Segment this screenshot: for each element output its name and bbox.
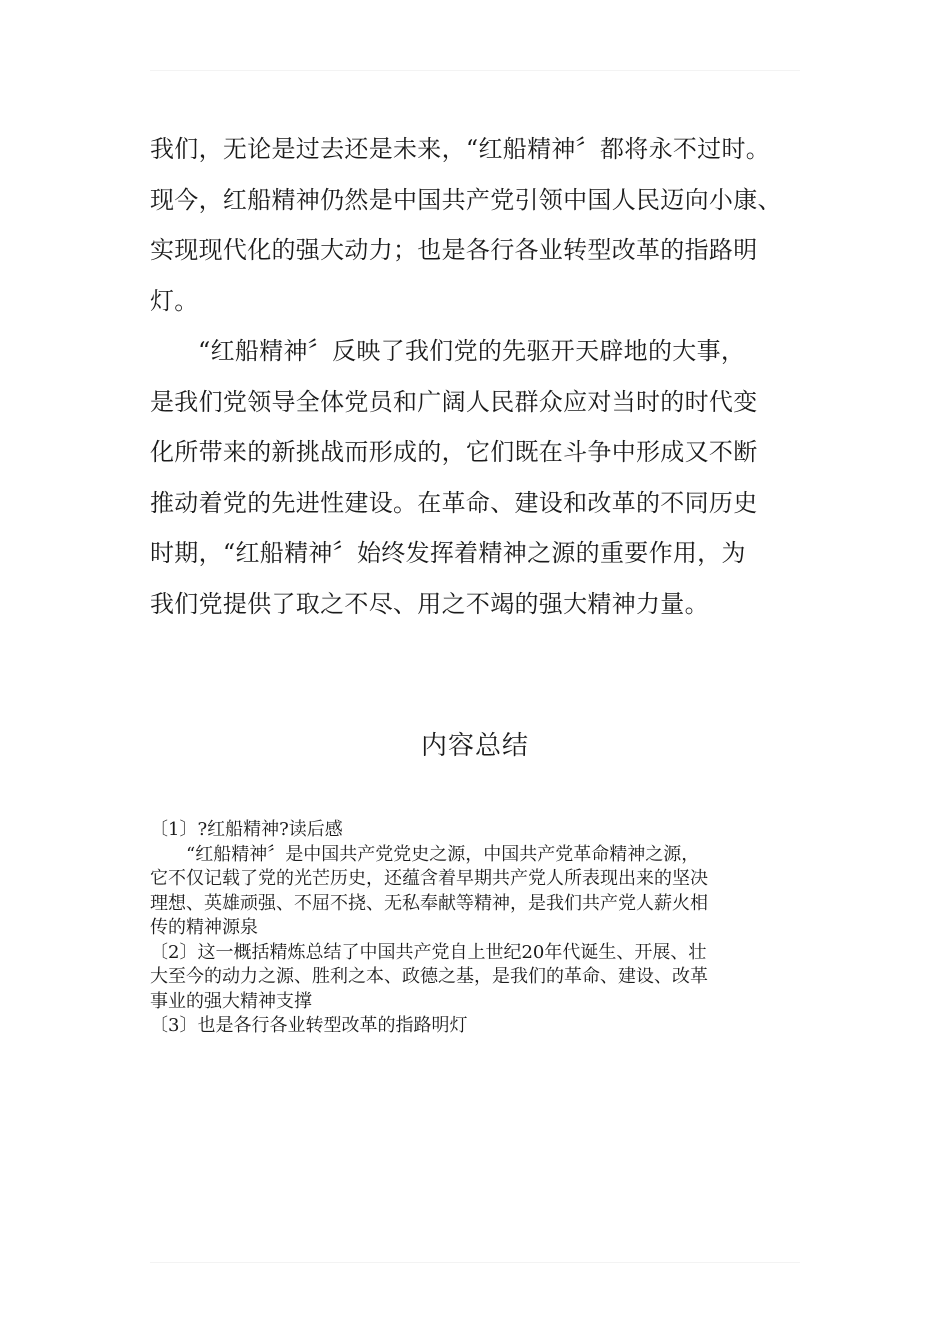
- summary-block: [150, 818, 810, 1039]
- body-line: 我们，无论是过去还是未来，“红船精神〞都将永不过时。: [150, 135, 771, 163]
- summary-line: 〔2〕这一概括精炼总结了中国共产党自上世纪20年代诞生、开展、壮: [150, 941, 707, 963]
- summary-line: 〔3〕也是各行各业转型改革的指路明灯: [150, 1015, 468, 1036]
- summary-line: 传的精神源泉: [150, 917, 258, 938]
- body-line: 我们党提供了取之不尽、用之不竭的强大精神力量。: [150, 589, 709, 618]
- body-line: “红船精神〞反映了我们党的先驱开天辟地的大事，: [198, 337, 746, 365]
- body-line: 时期，“红船精神〞始终发挥着精神之源的重要作用，为: [150, 539, 746, 567]
- header-rule: [150, 70, 800, 71]
- body-line: 实现现代化的强大动力；也是各行各业转型改革的指路明: [150, 236, 758, 264]
- body-line: 灯。: [150, 286, 199, 315]
- body-line: 是我们党领导全体党员和广阔人民群众应对当时的时代变: [150, 387, 758, 416]
- summary-line: 事业的强大精神支撑: [150, 990, 312, 1012]
- footer-rule: [150, 1262, 800, 1263]
- summary-line: 〔1〕?红船精神?读后感: [150, 819, 343, 840]
- summary-line: 它不仅记载了党的光芒历史，还蕴含着早期共产党人所表现出来的坚决: [150, 868, 708, 889]
- body-line: 推动着党的先进性建设。在革命、建设和改革的不同历史: [150, 488, 758, 517]
- summary-line: “红船精神〞是中国共产党党史之源，中国共产党革命精神之源，: [186, 843, 700, 865]
- body-line: 化所带来的新挑战而形成的，它们既在斗争中形成又不断: [150, 438, 758, 466]
- summary-line: 理想、英雄顽强、不屈不挠、无私奉献等精神，是我们共产党人薪火相: [150, 892, 708, 914]
- summary-line: 大至今的动力之源、胜利之本、政德之基，是我们的革命、建设、改革: [150, 966, 708, 987]
- body-text: [150, 124, 810, 629]
- section-title: 内容总结: [420, 731, 529, 761]
- body-line: 现今，红船精神仍然是中国共产党引领中国人民迈向小康、: [150, 185, 782, 214]
